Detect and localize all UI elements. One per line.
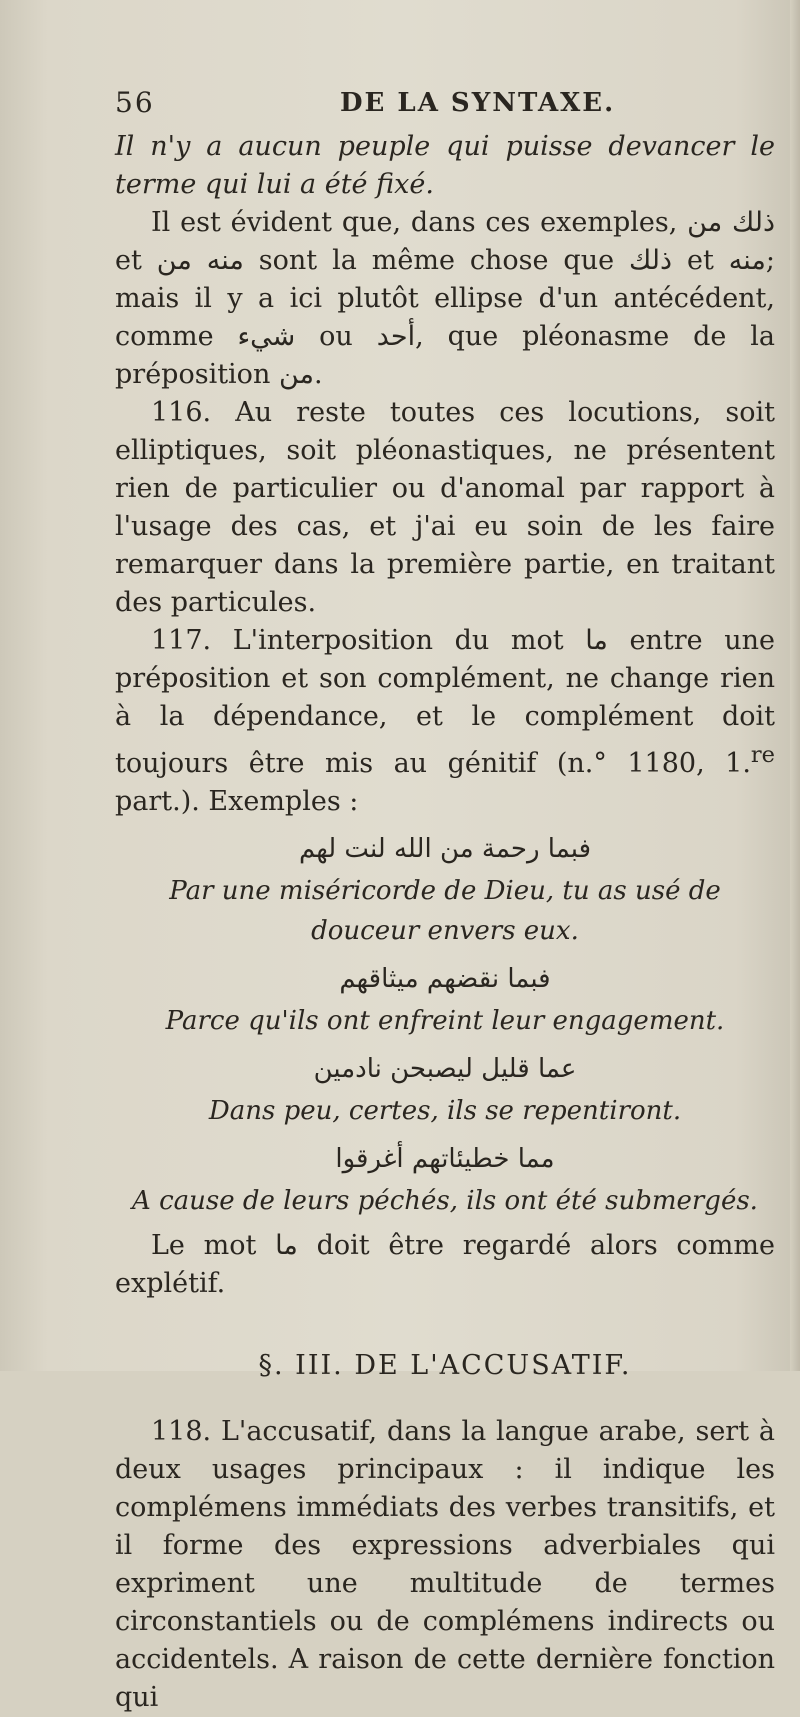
arabic-term: شيء xyxy=(237,321,296,352)
example-4-arabic: مما خطيئاتهم أغرقوا xyxy=(335,1144,555,1174)
arabic-term: ما xyxy=(275,1230,298,1261)
p1-text-h: . xyxy=(313,359,323,390)
superscript: re xyxy=(750,742,775,768)
p3-text-b: entre une préposition et son complément, ne change rien à la dépendance, et le complément doit toujours être mis au génitif (n.° 1180, 1. xyxy=(115,625,775,779)
p1-text-d: et xyxy=(687,245,714,276)
p1-text-c: sont la même chose que xyxy=(258,245,615,276)
intro-italic: Il n'y a aucun peuple qui puisse devancer le terme qui lui a été fixé. xyxy=(115,131,775,200)
arabic-term: ذلك من xyxy=(687,207,775,238)
arabic-term: منه من xyxy=(156,245,244,276)
body-text xyxy=(115,128,775,1717)
arabic-term: ذلك xyxy=(629,245,673,276)
paragraph-1 xyxy=(115,204,775,394)
paragraph-117 xyxy=(115,622,775,821)
section-title: §. III. DE L'ACCUSATIF. xyxy=(258,1350,632,1381)
example-1-arabic: فبما رحمة من الله لنت لهم xyxy=(298,834,592,864)
p4-text-b: doit être regardé alors comme explétif. xyxy=(115,1230,775,1299)
p1-text-e: ; mais il y a ici plutôt ellipse d'un antécédent, comme xyxy=(115,245,775,352)
example-1-translation: Par une miséricorde de Dieu, tu as usé de douceur envers eux. xyxy=(169,876,721,946)
example-2-arabic: فبما نقضهم ميثاقهم xyxy=(339,964,551,994)
paragraph-116: 116. Au reste toutes ces locutions, soit elliptiques, soit pléonastiques, ne présentent rien de particulier ou d'anomal par rapport à l'usage des cas, et j'ai eu soin de les faire remarquer dans la première partie, en traitant des particules. xyxy=(115,397,775,618)
p1-text-b: et xyxy=(115,245,142,276)
running-title: DE LA SYNTAXE. xyxy=(340,88,616,118)
p1-text-g: , que pléonasme de la préposition xyxy=(115,321,775,390)
paragraph-118: 118. L'accusatif, dans la langue arabe, sert à deux usages principaux : il indique les complémens immédiats des verbes transitifs, et il forme des expressions adverbiales qui expriment une multitude de termes circonstantiels ou de complémens indirects ou accidentels. A raison de cette dernière fonction qui xyxy=(115,1416,775,1713)
example-4-translation: A cause de leurs péchés, ils ont été submergés. xyxy=(132,1186,758,1216)
example-2-translation: Parce qu'ils ont enfreint leur engagement. xyxy=(165,1006,725,1036)
arabic-term: أحد xyxy=(376,321,416,352)
arabic-term: من xyxy=(278,359,314,390)
arabic-term: منه xyxy=(728,245,766,276)
page-header xyxy=(115,86,775,126)
paragraph-expletive xyxy=(115,1227,775,1303)
p4-text-a: Le mot xyxy=(151,1230,257,1261)
p3-text-a: 117. L'interposition du mot xyxy=(151,625,564,656)
p1-text-f: ou xyxy=(319,321,353,352)
page-number: 56 xyxy=(115,86,155,119)
p1-text-a: Il est évident que, dans ces exemples, xyxy=(151,207,678,238)
example-3-translation: Dans peu, certes, ils se repentiront. xyxy=(208,1096,682,1126)
example-3-arabic: عما قليل ليصبحن نادمين xyxy=(313,1054,577,1084)
p3-text-c: part.). Exemples : xyxy=(115,786,359,817)
arabic-term: ما xyxy=(585,625,608,656)
page-edge xyxy=(790,0,800,1371)
